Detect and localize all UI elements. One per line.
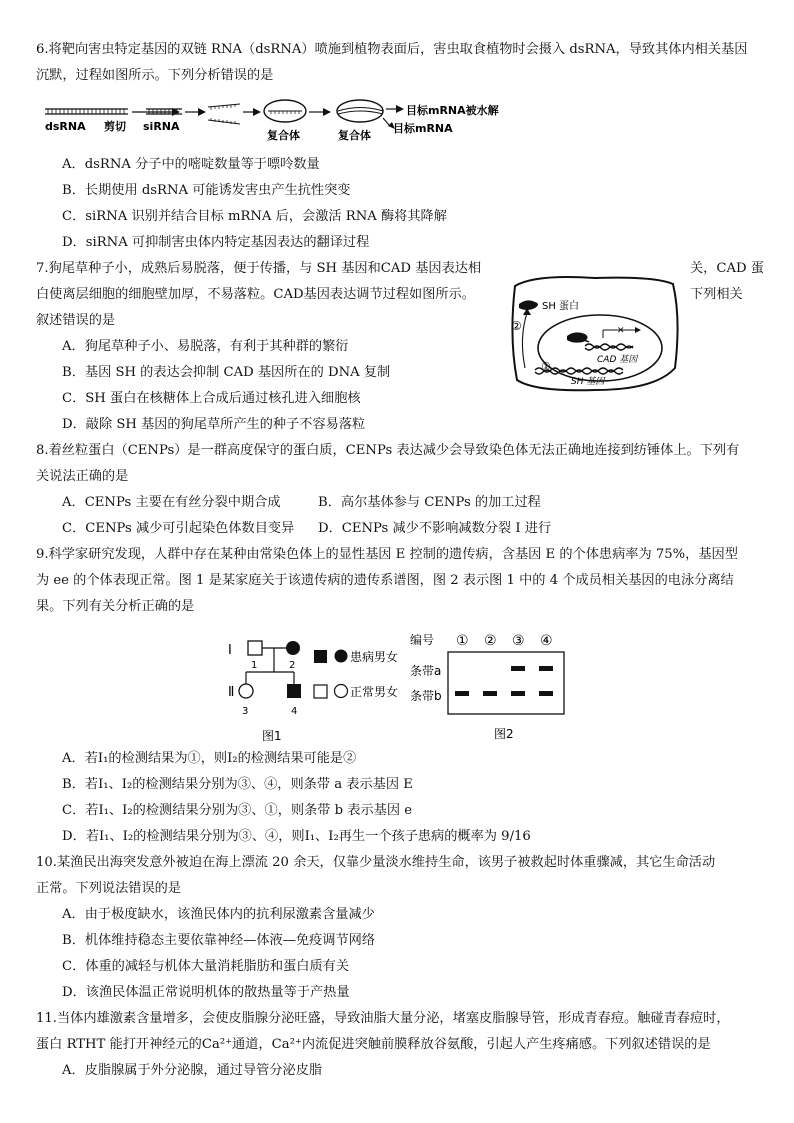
q6-rnai-diagram bbox=[40, 96, 540, 142]
q6-option-b: B．长期使用 dsRNA 可能诱发害虫产生抗性突变 bbox=[62, 183, 351, 198]
individual-I2 bbox=[286, 641, 300, 655]
q7-stem-cont: 白使离层细胞的细胞壁加厚，不易落粒。CAD基因表达调节过程如图所示。 bbox=[36, 287, 475, 302]
individual-II3 bbox=[239, 684, 253, 698]
q9-option-d: D．若Ⅰ₁、Ⅰ₂的检测结果分别为③、④，则Ⅰ₁、Ⅰ₂再生一个孩子患病的概率为 9/16 bbox=[62, 829, 531, 844]
band-b-lane-2 bbox=[483, 691, 497, 696]
q10-stem-cont: 正常。下列说法错误的是 bbox=[36, 881, 182, 896]
band-a-lane-3 bbox=[511, 666, 525, 671]
q9-pedigree-figure bbox=[222, 628, 422, 748]
sirna-label: siRNA bbox=[143, 120, 180, 133]
q8-option-b: B．高尔基体参与 CENPs 的加工过程 bbox=[318, 495, 541, 510]
q7-stem: 7.狗尾草种子小，成熟后易脱落，便于传播，与 SH 基因和CAD 基因表达相 bbox=[36, 261, 482, 276]
q10-option-b: B．机体维持稳态主要依靠神经—体液—免疫调节网络 bbox=[62, 933, 376, 948]
svg-text:✕: ✕ bbox=[617, 326, 625, 336]
target-mrna-label: 目标mRNA bbox=[393, 122, 453, 135]
q8-stem: 8.着丝粒蛋白（CENPs）是一群高度保守的蛋白质，CENPs 表达减少会导致染色体无法正确地连接到纺锤体上。下列有 bbox=[36, 443, 740, 458]
complex1-label: 复合体 bbox=[267, 129, 300, 142]
q10-stem: 10.某渔民出海突发意外被迫在海上漂流 20 余天，仅靠少量淡水维持生命，该男子被救起时体重骤减，其它生命活动 bbox=[36, 855, 716, 870]
id-label: 编号 bbox=[410, 633, 435, 647]
q8-option-c: C．CENPs 减少可引起染色体数目变异 bbox=[62, 521, 295, 536]
q7-stem-right: 关，CAD 蛋 bbox=[690, 261, 764, 276]
q9-option-c: C．若Ⅰ₁、Ⅰ₂的检测结果分别为③、①，则条带 b 表示基因 e bbox=[62, 803, 413, 818]
q9-option-b: B．若Ⅰ₁、Ⅰ₂的检测结果分别为③、④，则条带 a 表示基因 E bbox=[62, 777, 413, 792]
label-4: 4 bbox=[291, 706, 298, 717]
q9-electrophoresis-figure bbox=[408, 628, 568, 746]
q7-stem-right-cont: 下列相关 bbox=[690, 287, 743, 302]
q7-stem-end: 叙述错误的是 bbox=[36, 313, 116, 328]
cad-gene-label: CAD 基因 bbox=[597, 355, 638, 365]
label-3: 3 bbox=[242, 706, 249, 717]
band-a-label: 条带a bbox=[410, 664, 442, 678]
band-a-lane-4 bbox=[539, 666, 553, 671]
q11-stem: 11.当体内雄激素含量增多，会使皮脂腺分泌旺盛，导致油脂大量分泌，堵塞皮脂腺导管，形成青春痘。触碰青春痘时， bbox=[36, 1011, 730, 1026]
individual-I1 bbox=[248, 641, 262, 655]
band-b-lane-1 bbox=[455, 691, 469, 696]
target-degraded-label: 目标mRNA被水解 bbox=[406, 104, 499, 117]
lane-1-label: ① bbox=[456, 633, 469, 649]
lane-2-label: ② bbox=[484, 633, 497, 649]
band-b-label: 条带b bbox=[410, 689, 442, 703]
q8-option-a: A．CENPs 主要在有丝分裂中期合成 bbox=[62, 495, 281, 510]
q9-stem: 9.科学家研究发现，人群中存在某种由常染色体上的显性基因 E 控制的遗传病，含基因 E 的个体患病率为 75%，基因型 bbox=[36, 547, 738, 562]
q10-option-d: D．该渔民体温正常说明机体的散热量等于产热量 bbox=[62, 985, 350, 1000]
q7-option-d: D．敲除 SH 基因的狗尾草所产生的种子不容易落粒 bbox=[62, 417, 366, 432]
legend-normal: 正常男女 bbox=[350, 685, 399, 699]
q11-stem-cont: 蛋白 RTHT 能打开神经元的Ca²⁺通道，Ca²⁺内流促进突触前膜释放谷氨酸，引起人产生疼痛感。下列叙述错误的是 bbox=[36, 1037, 711, 1052]
label-2: 2 bbox=[289, 660, 296, 671]
band-b-lane-3 bbox=[511, 691, 525, 696]
mark-2: ② bbox=[511, 319, 522, 333]
lane-4-label: ④ bbox=[540, 633, 553, 649]
complex2-label: 复合体 bbox=[338, 129, 371, 142]
generation-2-label: Ⅱ bbox=[228, 685, 235, 700]
legend-affected: 患病男女 bbox=[350, 650, 399, 664]
gel-frame bbox=[448, 652, 564, 714]
q9-option-a: A．若Ⅰ₁的检测结果为①，则Ⅰ₂的检测结果可能是② bbox=[62, 751, 357, 766]
dsrna-label: dsRNA bbox=[45, 120, 86, 133]
fig2-caption: 图2 bbox=[494, 727, 514, 741]
label-1: 1 bbox=[251, 660, 258, 671]
q7-option-c: C．SH 蛋白在核糖体上合成后通过核孔进入细胞核 bbox=[62, 391, 361, 406]
q8-option-d: D．CENPs 减少不影响减数分裂 I 进行 bbox=[318, 521, 552, 536]
cut-label: 剪切 bbox=[104, 120, 126, 133]
q9-stem-cont: 为 ee 的个体表现正常。图 1 是某家庭关于该遗传病的遗传系谱图，图 2 表示图 1 中的 4 个成员相关基因的电泳分离结 bbox=[36, 573, 734, 588]
q10-option-c: C．体重的减轻与机体大量消耗脂肪和蛋白质有关 bbox=[62, 959, 350, 974]
q11-option-a: A．皮脂腺属于外分泌腺，通过导管分泌皮脂 bbox=[62, 1063, 323, 1078]
fig1-caption: 图1 bbox=[262, 729, 282, 743]
individual-II4 bbox=[287, 684, 301, 698]
q6-option-a: A．dsRNA 分子中的嘧啶数量等于嘌呤数量 bbox=[62, 157, 320, 172]
sh-protein-label: SH 蛋白 bbox=[542, 301, 580, 312]
mark-1: ① bbox=[541, 360, 551, 373]
sh-gene-label: SH 基因 bbox=[571, 377, 605, 387]
q8-stem-cont: 关说法正确的是 bbox=[36, 469, 129, 484]
q10-option-a: A．由于极度缺水，该渔民体内的抗利尿激素含量减少 bbox=[62, 907, 375, 922]
q7-option-b: B．基因 SH 的表达会抑制 CAD 基因所在的 DNA 复制 bbox=[62, 365, 391, 380]
q7-option-a: A．狗尾草种子小、易脱落，有利于其种群的繁衍 bbox=[62, 339, 349, 354]
q6-stem-cont: 沉默，过程如图所示。下列分析错误的是 bbox=[36, 68, 274, 83]
q6-option-c: C．siRNA 识别并结合目标 mRNA 后，会激活 RNA 酶将其降解 bbox=[62, 209, 447, 224]
q9-stem-end: 果。下列有关分析正确的是 bbox=[36, 599, 195, 614]
q7-cell-diagram bbox=[505, 268, 685, 396]
q6-option-d: D．siRNA 可抑制害虫体内特定基因表达的翻译过程 bbox=[62, 235, 370, 250]
band-b-lane-4 bbox=[539, 691, 553, 696]
lane-3-label: ③ bbox=[512, 633, 525, 649]
generation-1-label: Ⅰ bbox=[228, 643, 232, 658]
q6-stem: 6.将靶向害虫特定基因的双链 RNA（dsRNA）喷施到植物表面后，害虫取食植物时会摄入 dsRNA，导致其体内相关基因 bbox=[36, 42, 748, 57]
dsrna-strand bbox=[45, 109, 128, 114]
